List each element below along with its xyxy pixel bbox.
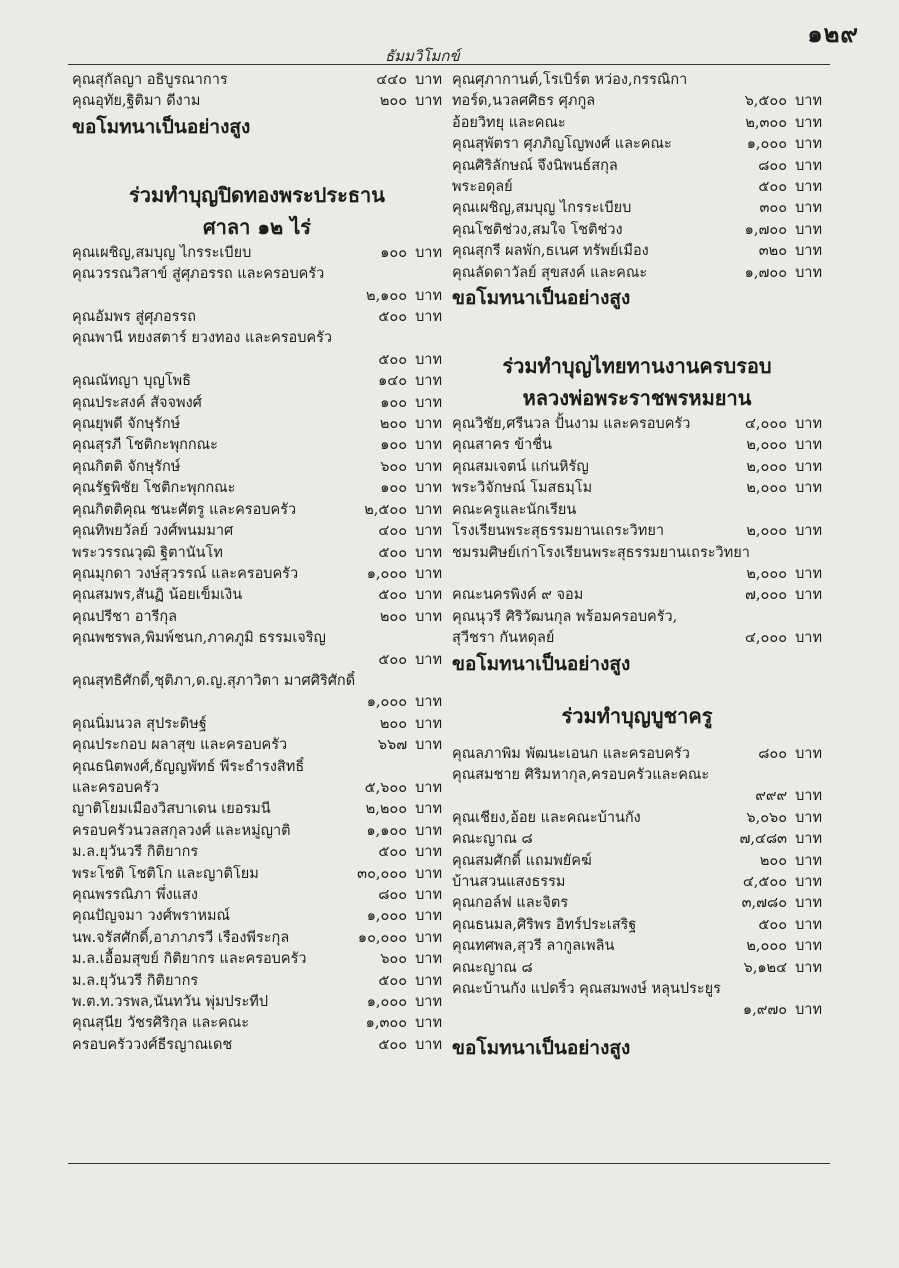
donor-row: คุณสมเจตน์ แก่นหิรัญ ๒,๐๐๐ บาท bbox=[452, 458, 822, 475]
donor-row: คุณเผชิญ,สมบุญ ไกรระเบียบ ๑๐๐ บาท bbox=[72, 244, 442, 261]
donor-name: คณะบ้านกัง แปดริ้ว คุณสมพงษ์ หลุนประยูร bbox=[452, 981, 721, 997]
donor-row: พระอดุลย์ ๕๐๐ บาท bbox=[452, 179, 822, 196]
donor-row: คุณมุกดา วงษ์สุวรรณ์ และครอบครัว ๑,๐๐๐ บาท bbox=[72, 565, 442, 582]
header-rule bbox=[68, 64, 830, 65]
donor-row: คุณพรรณิภา พึ่งแสง ๘๐๐ บาท bbox=[72, 887, 442, 903]
donor-row: ญาติโยมเมืองวิสบาเดน เยอรมนี ๒,๒๐๐ บาท bbox=[72, 801, 442, 818]
running-head: ธัมมวิโมกข์ bbox=[385, 47, 460, 65]
donor-row: คุณปัญจมา วงศ์พราหมณ์ ๑,๐๐๐ บาท bbox=[72, 908, 442, 925]
donor-amount: ๕๐๐ บาท bbox=[378, 651, 442, 668]
section-heading: ร่วมทำบุญบูชาครู bbox=[561, 703, 713, 728]
donor-row: นพ.จรัสศักดิ์,อาภาภรวี เรืองพีระกุล ๑๐,๐๐๐ บาท bbox=[72, 929, 442, 946]
donor-row: คุณลภาพิม พัฒนะเอนก และครอบครัว ๘๐๐ บาท bbox=[452, 745, 822, 762]
donor-amount: ๑,๐๐๐ บาท bbox=[366, 694, 442, 711]
donor-amount: ๒,๐๐๐ บาท bbox=[746, 565, 822, 582]
donor-name: คุณธนิตพงศ์,ธัญญพัทธ์ พีระธำรงสิทธิ์ bbox=[72, 758, 305, 775]
donor-row: คุณสุกรี ผลพัก,ธเนศ ทรัพย์เมือง ๓๒๐ บาท bbox=[452, 243, 822, 260]
page-number: ๑๒๙ bbox=[807, 19, 859, 48]
section-heading: ร่วมทำบุญปิดทองพระประธาน bbox=[129, 182, 385, 207]
donor-row: คุณอัมพร สู่ศุภอรรถ ๕๐๐ บาท bbox=[72, 309, 442, 326]
donor-row: ครอบครัวนวลสกุลวงศ์ และหมู่ญาติ ๑,๑๐๐ บาท bbox=[72, 822, 442, 839]
thanks-line: ขอโมทนาเป็นอย่างสูง bbox=[452, 652, 631, 675]
donor-row: คุณกิตติ จักษุรักษ์ ๖๐๐ บาท bbox=[72, 458, 442, 475]
donor-name: ชมรมศิษย์เก่าโรงเรียนพระสุธรรมยานเถระวิทยา bbox=[452, 544, 750, 561]
donor-row: คุณอุทัย,ฐิติมา ดีงาม ๒๐๐ บาท bbox=[72, 93, 442, 110]
donor-name: คุณสุทธิศักดิ์,ชุติภา,ด.ญ.สุภาวิตา มาศศิริศักดิ์ bbox=[72, 672, 356, 689]
donor-row: โรงเรียนพระสุธรรมยานเถระวิทยา ๒,๐๐๐ บาท bbox=[452, 523, 822, 540]
donor-row: คณะญาณ ๘ ๗,๔๘๓ บาท bbox=[452, 831, 822, 848]
donor-row: คุณนิ่มนวล สุประดิษฐ์ ๒๐๐ บาท bbox=[72, 715, 442, 732]
donor-row: คุณทิพยวัลย์ วงศ์พนมมาศ ๔๐๐ บาท bbox=[72, 523, 442, 540]
left-column bbox=[72, 70, 442, 1056]
donor-name: คุณนุวรี ศิริวัฒนกุล พร้อมครอบครัว, bbox=[452, 608, 678, 625]
donor-row: คุณสุพัตรา ศุภภิญโญพงศ์ และคณะ ๑,๐๐๐ บาท bbox=[452, 136, 822, 153]
donor-row: คุณสุรภี โชติกะพุกกณะ ๑๐๐ บาท bbox=[72, 437, 442, 454]
donor-row: คุณกอล์ฟ และจิตร ๓,๗๘๐ บาท bbox=[452, 895, 822, 912]
donor-row: คุณศิริลักษณ์ จึงนิพนธ์สกุล ๘๐๐ บาท bbox=[452, 157, 822, 174]
donor-row: คุณประสงค์ สัจจพงศ์ ๑๐๐ บาท bbox=[72, 394, 442, 411]
donor-name: คุณพานี หยงสตาร์ ยวงทอง และครอบครัว bbox=[72, 330, 333, 347]
thanks-line: ขอโมทนาเป็นอย่างสูง bbox=[72, 115, 251, 138]
donor-row: ครอบครัววงศ์ธีรญาณเดช ๕๐๐ บาท bbox=[72, 1036, 442, 1053]
donor-name: คุณสมชาย ศิริมหากุล,ครอบครัวและคณะ bbox=[452, 766, 710, 783]
donor-row: คณะญาณ ๘ ๖,๑๒๔ บาท bbox=[452, 959, 822, 976]
donor-amount: ๑,๙๗๐ บาท bbox=[742, 1002, 822, 1019]
donor-row: คุณลัดดาวัลย์ สุขสงค์ และคณะ ๑,๗๐๐ บาท bbox=[452, 264, 822, 281]
section-heading: ร่วมทำบุญไทยทานงานครบรอบ bbox=[502, 354, 772, 379]
donor-row: คุณเผชิญ,สมบุญ ไกรระเบียบ ๓๐๐ บาท bbox=[452, 200, 822, 217]
donor-row: คุณธนมล,ศิริพร อิทร์ประเสริฐ ๕๐๐ บาท bbox=[452, 916, 822, 933]
thanks-line: ขอโมทนาเป็นอย่างสูง bbox=[452, 287, 631, 310]
donor-row: ทอร์ด,นวลศศิธร ศุภกูล ๖,๕๐๐ บาท bbox=[452, 93, 822, 110]
thanks-line: ขอโมทนาเป็นอย่างสูง bbox=[452, 1036, 631, 1059]
donor-amount: ๕๐๐ บาท bbox=[378, 351, 442, 368]
donor-row: อ้อยวิทยุ และคณะ ๒,๓๐๐ บาท bbox=[452, 114, 822, 131]
donor-row: คุณยุพดี จักษุรักษ์ ๒๐๐ บาท bbox=[72, 416, 442, 433]
donor-row: คุณณัทญา บุญโพธิ ๑๔๐ บาท bbox=[72, 373, 442, 390]
right-column bbox=[452, 70, 822, 1062]
donor-row: ม.ล.ยุวันวรี กิติยากร ๕๐๐ บาท bbox=[72, 844, 442, 861]
footer-rule bbox=[68, 1163, 830, 1164]
donor-row: บ้านสวนแสงธรรม ๔,๕๐๐ บาท bbox=[452, 873, 822, 890]
donor-row: คุณสมพร,สันฏิ น้อยเข็มเงิน ๕๐๐ บาท bbox=[72, 587, 442, 604]
donor-name: คุณวรรณวิสาข์ สู่ศุภอรรถ และครอบครัว bbox=[72, 266, 325, 283]
donor-row: สุวีชรา กันหดุลย์ ๔,๐๐๐ บาท bbox=[452, 630, 822, 647]
donor-row: คุณวิชัย,ศรีนวล ปั้นงาม และครอบครัว ๔,๐๐๐ บาท bbox=[452, 416, 822, 433]
donor-amount: ๙๙๙ บาท bbox=[755, 788, 822, 805]
donor-row: คุณเชียง,อ้อย และคณะบ้านกัง ๖,๐๖๐ บาท bbox=[452, 809, 822, 826]
donor-name: คุณพชรพล,พิมพ์ชนก,ภาคภูมิ ธรรมเจริญ bbox=[72, 630, 326, 647]
donor-row: คุณโชติช่วง,สมใจ โชติช่วง ๑,๗๐๐ บาท bbox=[452, 221, 822, 238]
donor-name: คณะครูและนักเรียน bbox=[452, 501, 577, 518]
donor-row: และครอบครัว ๕,๖๐๐ บาท bbox=[72, 779, 442, 796]
donor-row: พระโชติ โชติโก และญาติโยม ๓๐,๐๐๐ บาท bbox=[72, 865, 442, 882]
donor-name: คุณศุภากานต์,โรเบิร์ต หว่อง,กรรณิกา bbox=[452, 72, 688, 88]
donor-row: คุณสุกัลญา อธิบูรณาการ ๔๔๐ บาท bbox=[72, 72, 442, 88]
donor-row: คุณรัฐพิชัย โชติกะพุกกณะ ๑๐๐ บาท bbox=[72, 480, 442, 497]
donor-row: คุณปรีชา อารีกุล ๒๐๐ บาท bbox=[72, 608, 442, 625]
donor-row: ม.ล.ยุวันวรี กิติยากร ๕๐๐ บาท bbox=[72, 972, 442, 989]
donor-row: คุณประกอบ ผลาสุข และครอบครัว ๖๖๗ บาท bbox=[72, 737, 442, 754]
donor-row: คุณสมศักดิ์ แถมพยัคฆ์ ๒๐๐ บาท bbox=[452, 852, 822, 869]
donor-row: พระวิจักษณ์ โมสธมฺโม ๒,๐๐๐ บาท bbox=[452, 480, 822, 497]
donor-amount: ๒,๑๐๐ บาท bbox=[366, 287, 442, 304]
section-heading-line2: หลวงพ่อพระราชพรหมยาน bbox=[522, 386, 752, 411]
donor-row: คุณสาคร ข้าชื่น ๒,๐๐๐ บาท bbox=[452, 437, 822, 454]
donor-row: พระวรรณวุฒิ ฐิตานันโท ๕๐๐ บาท bbox=[72, 544, 442, 561]
section-heading-line2: ศาลา ๑๒ ไร่ bbox=[202, 214, 312, 239]
donor-row: คุณสุนีย วัชรศิริกุล และคณะ ๑,๓๐๐ บาท bbox=[72, 1015, 442, 1032]
donor-row: คุณกิตติคุณ ชนะศัตรู และครอบครัว ๒,๕๐๐ บาท bbox=[72, 501, 442, 518]
donor-row: ม.ล.เอื้อมสุขย์ กิติยากร และครอบครัว ๖๐๐ บาท bbox=[72, 951, 442, 968]
donor-row: พ.ต.ท.วรพล,นันทวัน พุ่มประทีป ๑,๐๐๐ บาท bbox=[72, 994, 442, 1011]
donor-row: คณะนครพิงค์ ๙ จอม ๗,๐๐๐ บาท bbox=[452, 587, 822, 604]
donor-row: คุณทศพล,สุวรี ลากูลเพลิน ๒,๐๐๐ บาท bbox=[452, 938, 822, 955]
